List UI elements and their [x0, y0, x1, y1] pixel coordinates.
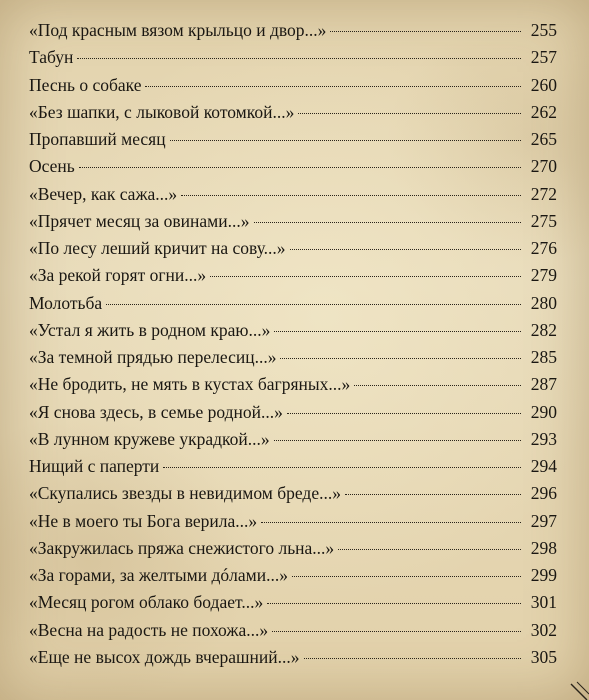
toc-entry-page-number: 297 — [530, 510, 557, 531]
toc-leader-dots — [345, 494, 521, 495]
table-of-contents — [29, 17, 557, 671]
toc-entry-page-number: 294 — [530, 456, 557, 476]
toc-entry-page-number: 290 — [530, 401, 557, 422]
toc-entry-page-number: 299 — [530, 565, 557, 585]
toc-entry — [29, 153, 557, 180]
toc-leader-dots — [254, 222, 522, 223]
toc-entry — [29, 426, 557, 453]
toc-entry-title: «Вечер, как сажа...» — [29, 183, 178, 204]
toc-entry — [29, 399, 557, 426]
toc-entry-page-number: 276 — [530, 238, 557, 258]
toc-leader-dots — [274, 440, 521, 441]
toc-leader-dots — [298, 113, 521, 114]
toc-entry-title: «Прячет месяц за овинами...» — [29, 210, 250, 231]
toc-entry-title: «В лунном кружеве украдкой...» — [29, 428, 270, 449]
toc-leader-dots — [304, 658, 522, 659]
toc-entry — [29, 317, 557, 344]
toc-leader-dots — [261, 522, 521, 523]
toc-leader-dots — [290, 249, 521, 250]
toc-entry-title: «Не бродить, не мять в кустах багряных...» — [29, 374, 351, 395]
toc-entry-page-number: 257 — [530, 47, 557, 68]
toc-entry-page-number: 285 — [530, 347, 557, 367]
toc-entry-title: Молотьба — [29, 292, 103, 313]
toc-entry-page-number: 260 — [530, 74, 557, 95]
toc-entry-title: «Месяц рогом облако бодает...» — [29, 592, 264, 613]
toc-entry-title: «Скупались звезды в невидимом бреде...» — [29, 483, 341, 504]
toc-entry-page-number: 255 — [530, 20, 557, 40]
toc-entry-page-number: 265 — [530, 129, 557, 149]
toc-entry — [29, 181, 557, 208]
toc-leader-dots — [338, 549, 521, 550]
toc-entry — [29, 99, 557, 126]
toc-entry — [29, 44, 557, 71]
toc-entry-title: «Я снова здесь, в семье родной...» — [29, 401, 283, 422]
toc-entry-page-number: 270 — [530, 156, 557, 177]
toc-entry — [29, 208, 557, 235]
toc-leader-dots — [272, 631, 521, 632]
toc-entry-page-number: 262 — [530, 101, 557, 122]
toc-entry-title: «Устал я жить в родном краю...» — [29, 319, 271, 340]
toc-entry — [29, 508, 557, 535]
toc-entry-page-number: 296 — [530, 483, 557, 504]
toc-leader-dots — [106, 304, 521, 305]
toc-entry — [29, 290, 557, 317]
toc-entry — [29, 480, 557, 507]
toc-entry-title: Нищий с паперти — [29, 456, 160, 476]
toc-entry — [29, 589, 557, 616]
toc-leader-dots — [330, 31, 521, 32]
toc-entry-page-number: 305 — [530, 646, 557, 667]
toc-leader-dots — [181, 195, 521, 196]
toc-entry-title: «Не в моего ты Бога верила...» — [29, 510, 258, 531]
toc-leader-dots — [354, 385, 521, 386]
toc-entry-page-number: 301 — [530, 592, 557, 613]
toc-leader-dots — [170, 140, 521, 141]
toc-entry — [29, 72, 557, 99]
toc-entry-title: «Еще не высох дождь вчерашний...» — [29, 646, 300, 667]
toc-leader-dots — [210, 276, 521, 277]
toc-leader-dots — [280, 358, 521, 359]
toc-entry-title: Осень — [29, 156, 75, 177]
toc-entry — [29, 262, 557, 289]
toc-leader-dots — [145, 86, 521, 87]
toc-entry — [29, 235, 557, 262]
toc-entry-title: «За горами, за желтыми дóлами...» — [29, 565, 288, 585]
toc-entry-page-number: 282 — [530, 319, 557, 340]
toc-leader-dots — [79, 167, 521, 168]
page-corner-mark — [549, 660, 589, 700]
toc-entry — [29, 17, 557, 44]
toc-entry-title: Песнь о собаке — [29, 74, 142, 95]
toc-entry — [29, 453, 557, 480]
toc-entry-page-number: 272 — [530, 183, 557, 204]
toc-entry-page-number: 280 — [530, 292, 557, 313]
toc-entry — [29, 617, 557, 644]
toc-entry — [29, 562, 557, 589]
toc-leader-dots — [292, 576, 521, 577]
toc-entry — [29, 535, 557, 562]
toc-leader-dots — [267, 603, 521, 604]
toc-entry-title: Табун — [29, 47, 74, 68]
toc-entry-title: «Без шапки, с лыковой котомкой...» — [29, 101, 295, 122]
toc-leader-dots — [274, 331, 521, 332]
toc-entry-page-number: 293 — [530, 428, 557, 449]
toc-entry — [29, 126, 557, 153]
toc-entry-page-number: 275 — [530, 210, 557, 231]
toc-entry-title: «За рекой горят огни...» — [29, 265, 207, 286]
toc-leader-dots — [287, 413, 521, 414]
toc-entry-page-number: 287 — [530, 374, 557, 395]
toc-entry-title: Пропавший месяц — [29, 129, 166, 149]
toc-leader-dots — [77, 58, 521, 59]
toc-entry — [29, 344, 557, 371]
toc-entry — [29, 371, 557, 398]
toc-entry-title: «Закружилась пряжа снежистого льна...» — [29, 537, 335, 558]
toc-entry — [29, 644, 557, 671]
toc-entry-page-number: 279 — [530, 265, 557, 286]
toc-entry-title: «Под красным вязом крыльцо и двор...» — [29, 20, 327, 40]
toc-entry-page-number: 298 — [530, 537, 557, 558]
toc-entry-title: «Весна на радость не похожа...» — [29, 619, 269, 640]
toc-entry-title: «По лесу леший кричит на сову...» — [29, 238, 286, 258]
toc-entry-title: «За темной прядью перелесиц...» — [29, 347, 277, 367]
toc-entry-page-number: 302 — [530, 619, 557, 640]
toc-leader-dots — [163, 467, 521, 468]
